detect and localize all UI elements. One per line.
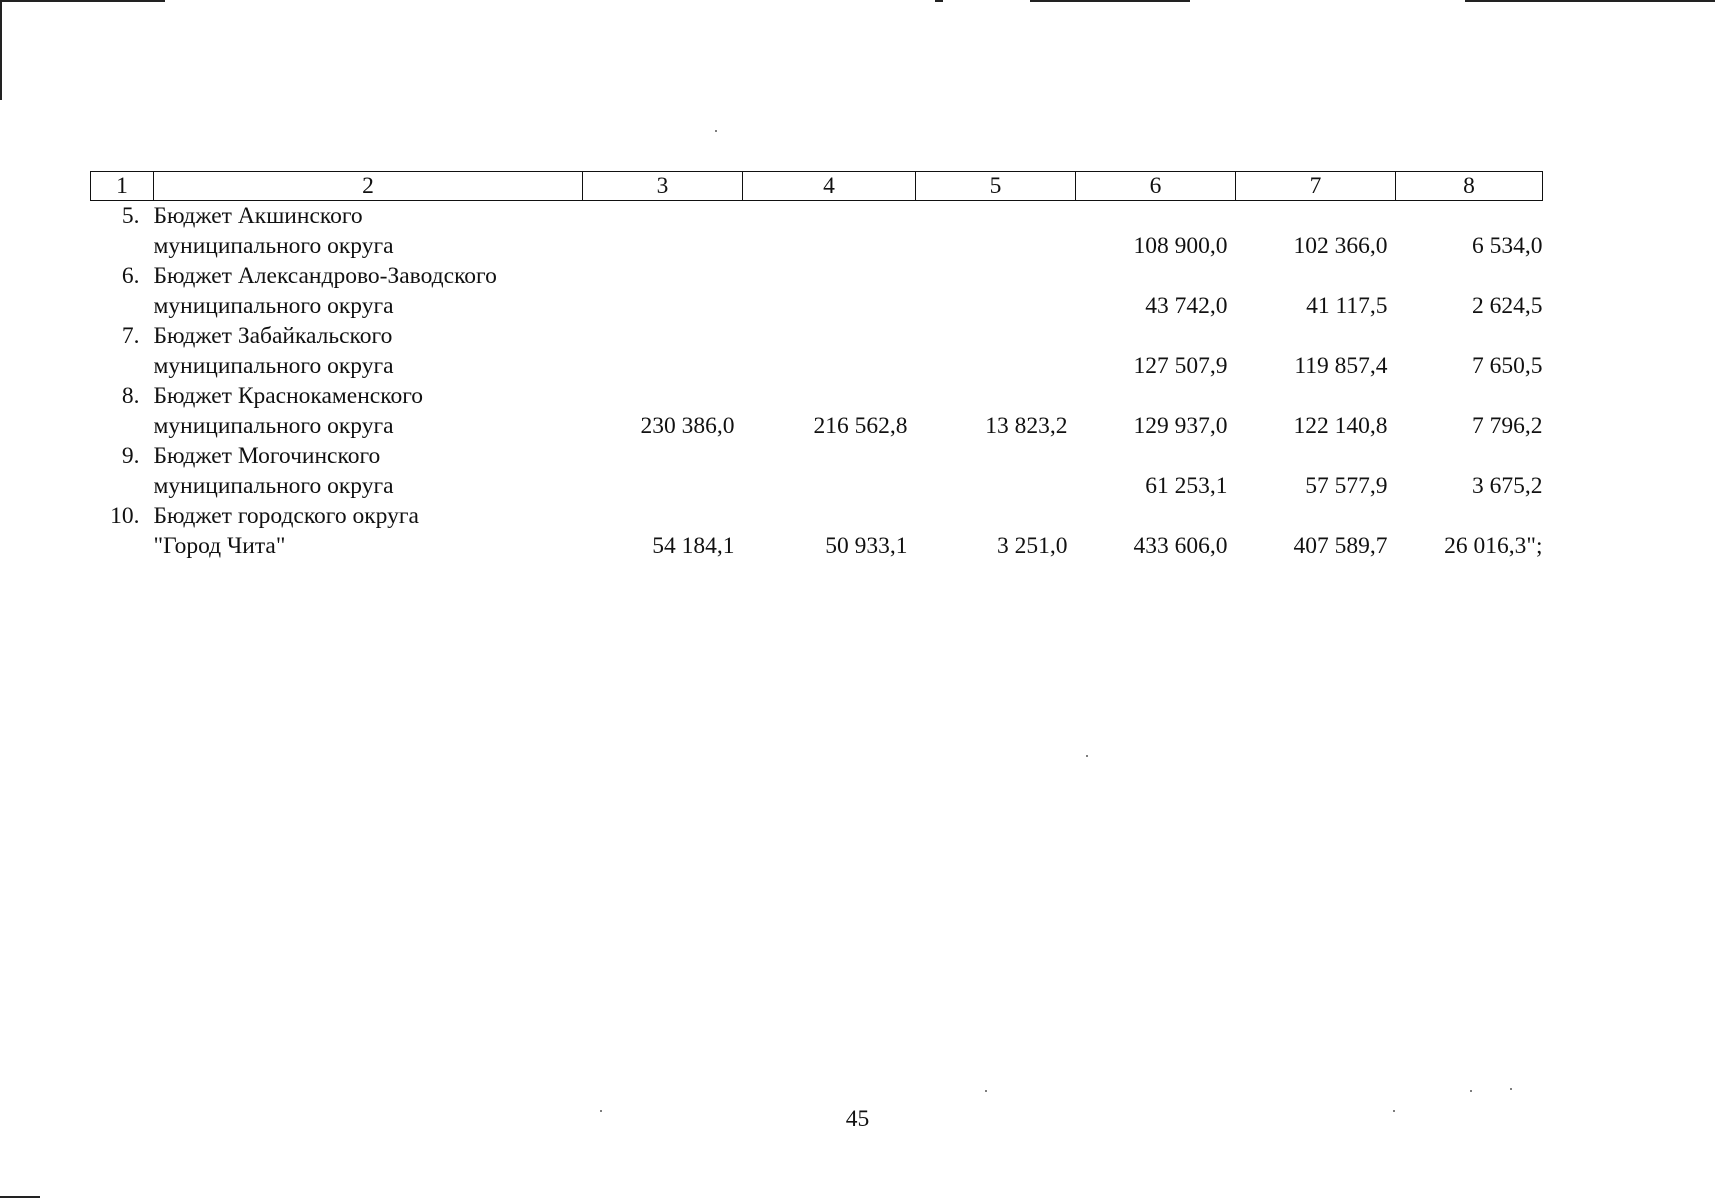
table-row <box>91 501 1543 561</box>
header-row <box>91 172 1543 201</box>
row-name-line: Бюджет городского округа <box>153 503 419 529</box>
scan-speck <box>1510 1088 1512 1090</box>
header-col-7: 7 <box>1236 172 1396 201</box>
row-name-line: Бюджет Могочинского <box>153 443 381 469</box>
header-col-8: 8 <box>1396 172 1543 201</box>
value-col-7: 407 589,7 <box>1293 533 1388 559</box>
value-col-3 <box>583 201 743 262</box>
header-col-1: 1 <box>91 172 154 201</box>
value-col-7: 57 577,9 <box>1305 473 1388 499</box>
value-col-8: 2 624,5 <box>1472 293 1543 319</box>
header-col-6: 6 <box>1076 172 1236 201</box>
scan-speck <box>985 1090 987 1092</box>
value-col-3: 54 184,1 <box>652 533 735 559</box>
value-col-7: 41 117,5 <box>1306 293 1388 319</box>
scan-edge-bottom-left <box>0 1196 40 1198</box>
row-index: 7. <box>121 323 140 349</box>
row-name-line: Бюджет Краснокаменского <box>153 383 424 409</box>
value-col-4 <box>743 441 916 501</box>
scan-speck <box>1470 1090 1472 1092</box>
row-index: 10. <box>110 503 140 529</box>
page-number: 45 <box>845 1106 870 1132</box>
table-row <box>91 441 1543 501</box>
row-index: 5. <box>121 203 140 229</box>
row-name <box>154 261 583 321</box>
value-col-8: 7 650,5 <box>1472 353 1543 379</box>
scan-edge-left <box>0 0 2 100</box>
scan-edge-top <box>0 0 165 2</box>
header-col-4: 4 <box>743 172 916 201</box>
row-name-line: Бюджет Акшинского <box>153 203 363 229</box>
value-col-7: 102 366,0 <box>1293 233 1388 259</box>
row-name <box>154 381 583 441</box>
row-index: 8. <box>121 383 140 409</box>
value-col-8: 7 796,2 <box>1472 413 1543 439</box>
scan-speck <box>1393 1110 1395 1112</box>
value-col-3 <box>583 321 743 381</box>
row-name-line: муниципального округа <box>153 473 394 499</box>
value-col-5 <box>916 261 1076 321</box>
value-col-6: 61 253,1 <box>1145 473 1228 499</box>
row-name-line: муниципального округа <box>153 293 394 319</box>
row-index: 9. <box>121 443 140 469</box>
value-col-5 <box>916 441 1076 501</box>
row-index: 6. <box>121 263 140 289</box>
row-name-line: Бюджет Забайкальского <box>153 323 393 349</box>
value-col-6: 129 937,0 <box>1133 413 1228 439</box>
scan-speck <box>600 1110 602 1112</box>
value-col-8: 3 675,2 <box>1472 473 1543 499</box>
scan-edge-top <box>935 0 943 2</box>
row-name-line: Бюджет Александрово-Заводского <box>153 263 497 289</box>
value-col-4 <box>743 261 916 321</box>
value-col-6: 43 742,0 <box>1145 293 1228 319</box>
value-col-5 <box>916 201 1076 262</box>
value-col-3 <box>583 441 743 501</box>
value-col-4: 216 562,8 <box>813 413 908 439</box>
value-col-7: 119 857,4 <box>1294 353 1388 379</box>
value-col-5: 3 251,0 <box>997 533 1068 559</box>
scan-speck <box>1086 755 1088 757</box>
value-col-6: 108 900,0 <box>1133 233 1228 259</box>
value-col-8: 26 016,3"; <box>1444 533 1543 559</box>
table-row <box>91 201 1543 262</box>
row-name <box>154 201 583 262</box>
header-col-3: 3 <box>583 172 743 201</box>
value-col-7: 122 140,8 <box>1293 413 1388 439</box>
row-name-line: муниципального округа <box>153 353 394 379</box>
row-name <box>154 321 583 381</box>
scan-edge-top <box>1465 0 1715 2</box>
value-col-8: 6 534,0 <box>1472 233 1543 259</box>
table-body <box>91 201 1543 562</box>
value-col-4 <box>743 321 916 381</box>
table-row <box>91 261 1543 321</box>
table-row <box>91 381 1543 441</box>
budget-table <box>90 171 1543 561</box>
value-col-3 <box>583 261 743 321</box>
scan-edge-top <box>1030 0 1190 2</box>
table-header <box>91 172 1543 201</box>
row-name-line: муниципального округа <box>153 233 394 259</box>
row-name <box>154 501 583 561</box>
value-col-5: 13 823,2 <box>985 413 1068 439</box>
value-col-5 <box>916 321 1076 381</box>
table-row <box>91 321 1543 381</box>
value-col-4 <box>743 201 916 262</box>
row-name-line: муниципального округа <box>153 413 394 439</box>
row-name <box>154 441 583 501</box>
row-name-line: "Город Чита" <box>153 533 286 559</box>
value-col-6: 127 507,9 <box>1133 353 1228 379</box>
header-col-2: 2 <box>154 172 583 201</box>
value-col-4: 50 933,1 <box>825 533 908 559</box>
scan-speck <box>715 130 717 132</box>
header-col-5: 5 <box>916 172 1076 201</box>
value-col-3: 230 386,0 <box>640 413 735 439</box>
value-col-6: 433 606,0 <box>1133 533 1228 559</box>
